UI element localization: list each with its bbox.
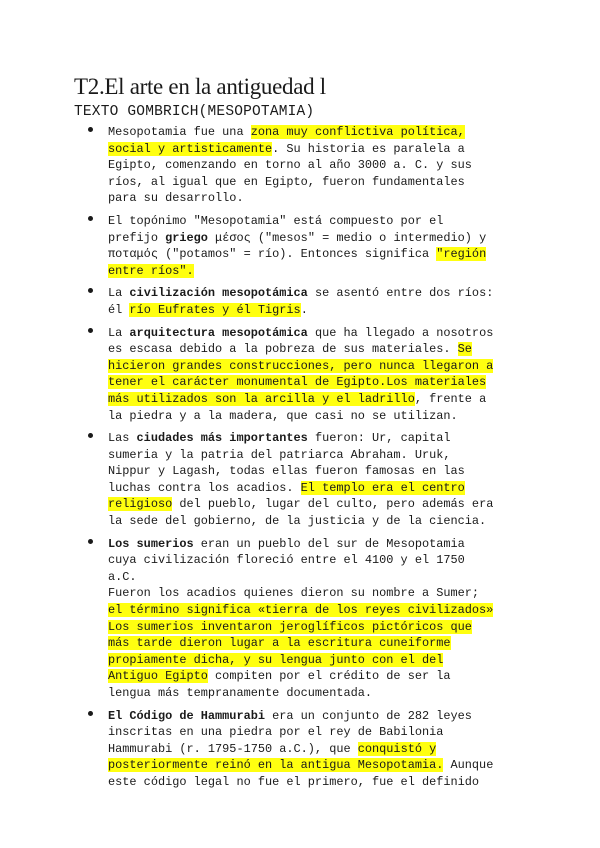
bullet-dot-icon — [88, 711, 93, 716]
highlighted-text: "región — [436, 247, 487, 262]
highlighted-text: hicieron grandes construcciones, pero nunca llegaron a — [108, 358, 494, 373]
highlighted-text: tener el carácter monumental de Egipto.Los materiales — [108, 375, 487, 390]
text-line — [108, 463, 534, 480]
text-segment: . — [300, 302, 308, 317]
text-segment: , frente a — [414, 391, 487, 406]
bullet-item — [84, 213, 534, 279]
text-line — [108, 285, 534, 302]
text-line — [108, 757, 534, 774]
text-line — [108, 174, 534, 191]
bold-text: ciudades más importantes — [136, 431, 308, 446]
text-segment: ποταμός ("potamos" = río). Entonces significa — [108, 247, 437, 262]
bullet-item — [84, 325, 534, 425]
bullet-item — [84, 430, 534, 530]
text-line — [108, 263, 534, 280]
highlighted-text: Los sumerios inventaron jeroglíficos pictóricos que — [108, 619, 472, 634]
text-segment: Las — [108, 431, 137, 446]
text-line — [108, 536, 534, 553]
text-line — [108, 724, 534, 741]
text-segment: lengua más tempranamente documentada. — [108, 686, 373, 700]
text-segment: La — [108, 286, 130, 301]
text-line — [108, 391, 534, 408]
text-segment: prefijo — [108, 230, 166, 245]
highlighted-text: más tarde dieron lugar a la escritura cuneiforme — [108, 636, 451, 651]
text-line — [108, 569, 534, 586]
text-line — [108, 447, 534, 464]
text-line — [108, 302, 534, 319]
text-segment: la piedra y a la madera, que casi no se utilizan. — [108, 408, 458, 423]
text-segment: ríos, al igual que en Egipto, fueron fundamentales — [108, 174, 465, 189]
bullet-item — [84, 708, 534, 791]
text-segment: del pueblo, lugar del culto, pero además era — [172, 497, 494, 512]
bold-text: Los sumerios — [108, 536, 194, 551]
text-line — [108, 741, 534, 758]
bullet-item — [84, 124, 534, 207]
text-segment: cuya civilización floreció entre el 4100 y el 1750 — [108, 553, 465, 568]
text-line — [108, 213, 534, 230]
text-segment: El topónimo "Mesopotamia" está compuesto por el — [108, 213, 444, 228]
bold-text: arquitectura mesopotámica — [129, 325, 308, 340]
text-line — [108, 513, 534, 530]
text-segment: Nippur y Lagash, todas ellas fueron famosas en las — [108, 464, 465, 479]
highlighted-text: religioso — [108, 497, 173, 512]
text-segment: eran un pueblo del sur de Mesopotamia — [193, 536, 465, 551]
text-line — [108, 325, 534, 342]
bullet-dot-icon — [88, 127, 93, 132]
text-line — [108, 552, 534, 569]
text-segment: a.C. — [108, 569, 137, 584]
bold-text: griego — [165, 230, 208, 245]
highlighted-text: conquistó y — [357, 741, 437, 756]
text-line — [108, 246, 534, 263]
highlighted-text: El templo era el centro — [300, 480, 465, 495]
text-line — [108, 124, 534, 141]
text-line — [108, 430, 534, 447]
text-line — [108, 585, 534, 602]
highlighted-text: Antiguo Egipto — [108, 669, 208, 684]
text-line — [108, 141, 534, 158]
text-line — [108, 374, 534, 391]
text-segment: compiten por el crédito de ser la — [207, 669, 451, 684]
text-segment: . Su historia es paralela a — [272, 141, 465, 156]
text-segment: Aunque — [443, 758, 494, 773]
text-segment: era un conjunto de 282 leyes — [264, 708, 472, 723]
text-line — [108, 230, 534, 247]
text-line — [108, 157, 534, 174]
text-line — [108, 708, 534, 725]
text-segment: se asentó entre dos ríos: — [307, 286, 494, 301]
text-line — [108, 619, 534, 636]
text-segment: sumeria y la patria del patriarca Abraham. Uruk, — [108, 447, 451, 462]
text-segment: Fueron los acadios quienes dieron su nombre a Sumer; — [108, 586, 480, 601]
bullet-dot-icon — [88, 328, 93, 333]
text-segment: Egipto, comenzando en torno al año 3000 a. C. y sus — [108, 158, 472, 173]
text-line — [108, 668, 534, 685]
text-segment: luchas contra los acadios. — [108, 480, 301, 495]
text-segment: que ha llegado a nosotros — [307, 325, 494, 340]
text-line — [108, 602, 534, 619]
bullet-list — [84, 124, 534, 797]
bullet-dot-icon — [88, 539, 93, 544]
highlighted-text: social y artisticamente — [108, 141, 273, 156]
text-segment: para su desarrollo. — [108, 191, 244, 206]
text-line — [108, 341, 534, 358]
highlighted-text: zona muy conflictiva política, — [250, 125, 465, 139]
text-line — [108, 635, 534, 652]
bold-text: civilización mesopotámica — [129, 286, 308, 301]
text-line — [108, 358, 534, 375]
bullet-item — [84, 536, 534, 702]
bullet-dot-icon — [88, 288, 93, 293]
text-segment: este código legal no fue el primero, fue el definido — [108, 774, 480, 789]
page-title: T2.El arte en la antiguedad l — [74, 74, 326, 99]
bullet-item — [84, 285, 534, 318]
text-line — [108, 408, 534, 425]
text-line — [108, 652, 534, 669]
text-segment: es escasa debido a la pobreza de sus materiales. — [108, 342, 458, 357]
text-segment: la sede del gobierno, de la justicia y de la ciencia. — [108, 514, 487, 529]
section-subtitle: TEXTO GOMBRICH(MESOPOTAMIA) — [74, 104, 315, 120]
highlighted-text: río Eufrates y él Tigris — [129, 302, 301, 317]
highlighted-text: más utilizados son la arcilla y el ladrillo — [108, 391, 415, 406]
text-segment: Mesopotamia fue una — [108, 125, 251, 139]
text-line — [108, 190, 534, 207]
text-segment: él — [108, 302, 130, 317]
text-line — [108, 480, 534, 497]
highlighted-text: entre ríos". — [108, 263, 194, 278]
highlighted-text: el término significa «tierra de los reyes civilizados» — [108, 603, 494, 618]
text-segment: fueron: Ur, capital — [307, 431, 451, 446]
text-segment: Hammurabi (r. 1795-1750 a.C.), que — [108, 741, 358, 756]
bold-text: El Código de Hammurabi — [108, 708, 265, 723]
bullet-dot-icon — [88, 216, 93, 221]
text-line — [108, 774, 534, 791]
highlighted-text: Se — [457, 342, 472, 357]
highlighted-text: posteriormente reinó en la antigua Mesopotamia. — [108, 758, 444, 773]
text-segment: La — [108, 325, 130, 340]
text-line — [108, 685, 534, 702]
highlighted-text: propiamente dicha, y su lengua junto con el del — [108, 652, 444, 667]
text-line — [108, 496, 534, 513]
text-segment: μέσος ("mesos" = medio o intermedio) y — [207, 230, 487, 245]
text-segment: inscritas en una piedra por el rey de Babilonia — [108, 725, 444, 740]
bullet-dot-icon — [88, 433, 93, 438]
